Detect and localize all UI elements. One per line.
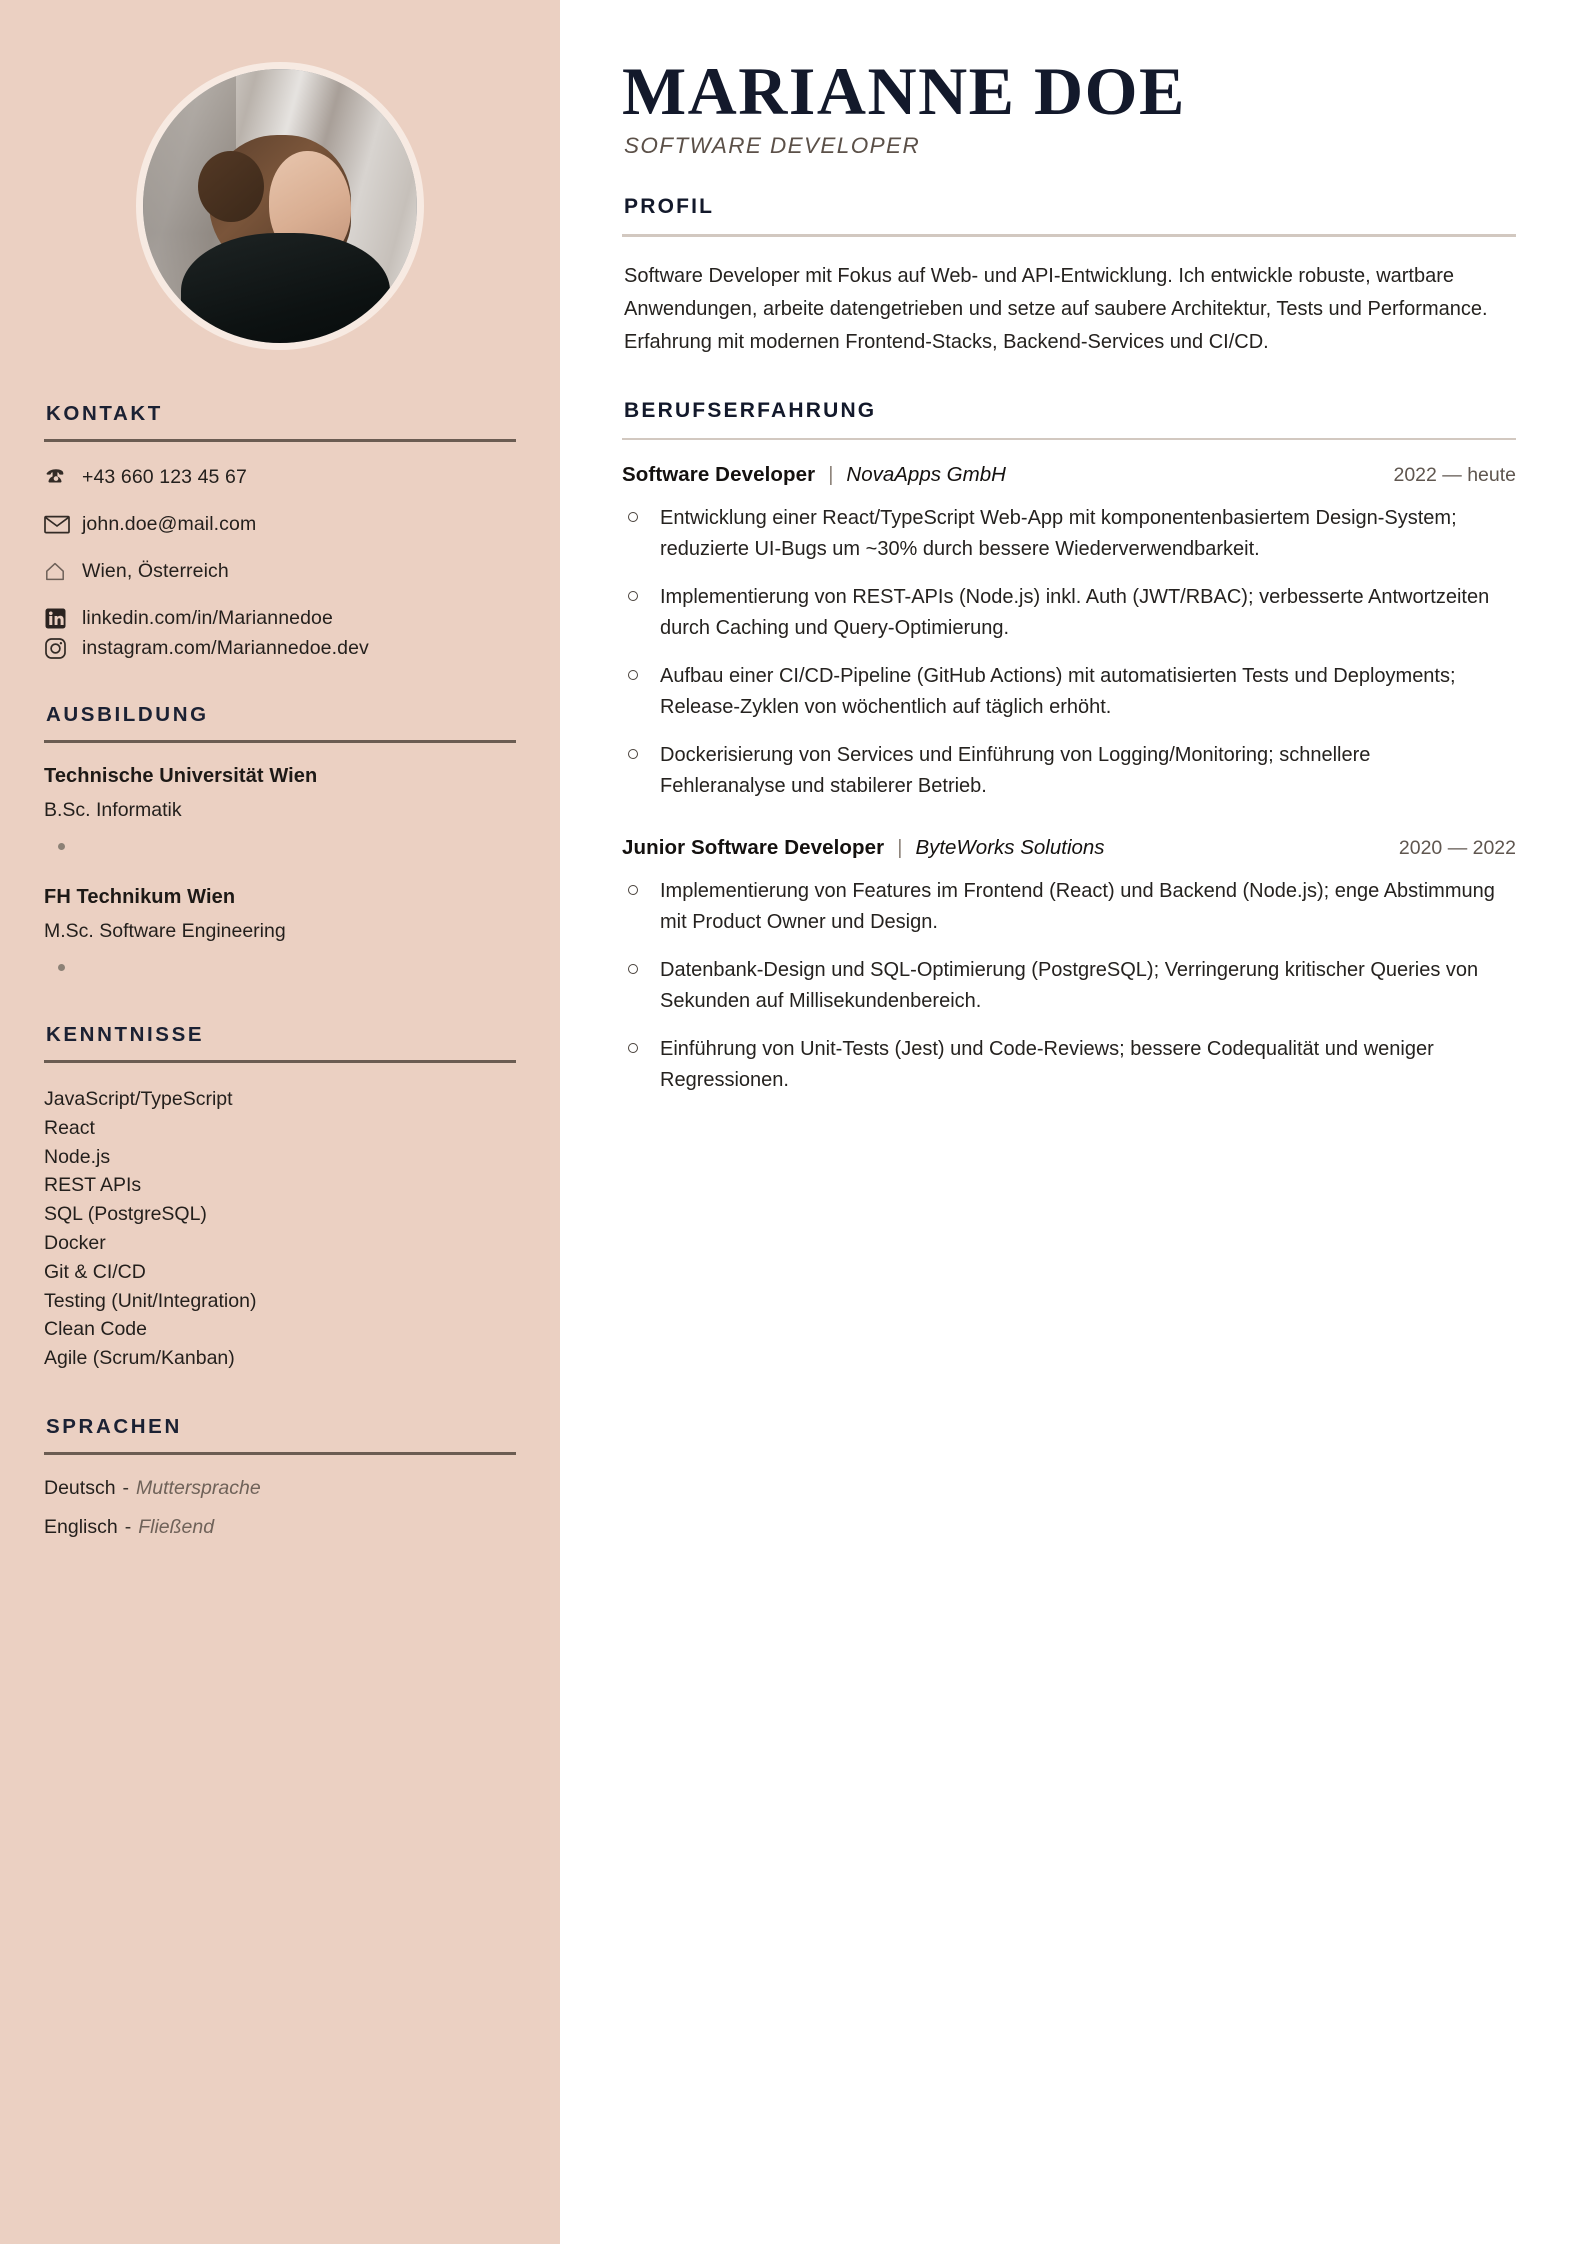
skill-item: JavaScript/TypeScript (44, 1088, 233, 1110)
bullet-marker (622, 955, 660, 1017)
experience-bullet (622, 661, 1516, 723)
experience-bullet-text: Dockerisierung von Services und Einführung von Logging/Monitoring; schnellere Fehleranalyse und stabilerer Betrieb. (660, 744, 1371, 798)
section-skills (44, 1023, 516, 1373)
education-school: Technische Universität Wien (44, 765, 318, 787)
experience-bullet (622, 1034, 1516, 1096)
skill-item: REST APIs (44, 1174, 142, 1197)
skills-heading: KENNTNISSE (46, 1023, 205, 1046)
skill-item: Agile (Scrum/Kanban) (44, 1347, 235, 1370)
skill-item: Testing (Unit/Integration) (44, 1289, 257, 1312)
experience-bullet-text: Aufbau einer CI/CD-Pipeline (GitHub Actions) mit automatisierten Tests und Deployments; Release-Zyklen von wöchentlich auf täglich erhöht. (660, 665, 1456, 719)
experience-entry-header (622, 463, 1516, 487)
section-languages (44, 1415, 516, 1539)
photo-hair-bun (198, 151, 264, 222)
bullet-marker (622, 661, 660, 723)
avatar-container (44, 62, 516, 350)
experience-bullet (622, 740, 1516, 802)
education-heading: AUSBILDUNG (46, 703, 209, 726)
bullet-marker (622, 1034, 660, 1096)
circle-bullet-icon (628, 670, 638, 680)
skill-item: Clean Code (44, 1318, 147, 1341)
page-title: MARIANNE DOE (622, 53, 1186, 129)
experience-company: NovaApps GmbH (846, 463, 1006, 487)
circle-bullet-icon (628, 1043, 638, 1053)
skill-item: React (44, 1116, 95, 1139)
contact-row-email[interactable] (44, 511, 516, 537)
contact-row-instagram[interactable] (44, 635, 516, 661)
experience-bullet (622, 503, 1516, 565)
language-name: Deutsch (44, 1476, 116, 1499)
skill-item: Node.js (44, 1145, 111, 1168)
skill-item: SQL (PostgreSQL) (44, 1203, 207, 1226)
bullet-marker (622, 503, 660, 565)
circle-bullet-icon (628, 885, 638, 895)
section-profile (622, 195, 1516, 359)
experience-bullet-text: Entwicklung einer React/TypeScript Web-App mit komponentenbasiertem Design-System; reduzierte UI-Bugs um ~30% durch bessere Wiederverwendbarkeit. (660, 507, 1457, 561)
contact-phone-text: +43 660 123 45 67 (82, 465, 247, 488)
contact-divider (44, 439, 516, 442)
main-content (560, 0, 1588, 2244)
circle-bullet-icon (628, 964, 638, 974)
contact-list (44, 464, 516, 661)
contact-instagram-text: instagram.com/Mariannedoe.dev (82, 636, 369, 659)
bullet-marker (622, 876, 660, 938)
experience-entry-title-group (622, 463, 1006, 487)
experience-bullet-text: Datenbank-Design und SQL-Optimierung (PostgreSQL); Verringerung kritischer Queries von Sekunden auf Millisekundenbereich. (660, 959, 1479, 1013)
bullet-marker (622, 582, 660, 644)
experience-bullet (622, 955, 1516, 1017)
experience-bullet-text: Implementierung von Features im Frontend (React) und Backend (Node.js); enge Abstimmung mit Product Owner und Design. (660, 880, 1495, 934)
language-level: Fließend (138, 1515, 215, 1538)
experience-entry (622, 463, 1516, 802)
envelope-icon (44, 515, 82, 534)
education-item (44, 765, 516, 860)
skill-item: Git & CI/CD (44, 1260, 146, 1283)
languages-divider (44, 1452, 516, 1455)
phone-icon (44, 467, 82, 487)
home-icon (44, 561, 82, 581)
sidebar (0, 0, 560, 2244)
bullet-dot-icon (58, 843, 65, 850)
language-separator: - (122, 1476, 130, 1499)
bullet-marker (622, 740, 660, 802)
circle-bullet-icon (628, 512, 638, 522)
experience-company: ByteWorks Solutions (915, 836, 1105, 860)
contact-location-text: Wien, Österreich (82, 559, 229, 582)
bullet-dot-icon (58, 964, 65, 971)
contact-linkedin-text: linkedin.com/in/Mariannedoe (82, 606, 333, 629)
profile-heading: PROFIL (624, 195, 715, 219)
experience-bullet-list (622, 503, 1516, 802)
experience-job-title: Junior Software Developer (622, 836, 885, 860)
education-degree: B.Sc. Informatik (44, 799, 182, 821)
language-name: Englisch (44, 1515, 118, 1538)
education-item (44, 886, 516, 981)
circle-bullet-icon (628, 749, 638, 759)
language-item (44, 1516, 516, 1539)
education-detail-bullet (44, 953, 516, 981)
experience-divider (622, 438, 1516, 441)
education-spacer (44, 866, 516, 886)
section-experience (622, 399, 1516, 1097)
circle-bullet-icon (628, 591, 638, 601)
instagram-icon (44, 637, 82, 660)
experience-entry (622, 836, 1516, 1096)
photo-clothing (181, 233, 389, 350)
education-detail-bullet (44, 832, 516, 860)
contact-row-linkedin[interactable] (44, 605, 516, 631)
experience-heading: BERUFSERFAHRUNG (624, 398, 877, 422)
experience-bullet (622, 582, 1516, 644)
language-item (44, 1477, 516, 1500)
language-separator: - (124, 1515, 132, 1538)
education-divider (44, 740, 516, 743)
contact-email-text: john.doe@mail.com (82, 512, 257, 535)
experience-entry-header (622, 836, 1516, 860)
experience-bullet (622, 876, 1516, 938)
avatar (136, 62, 424, 350)
contact-row-phone[interactable] (44, 464, 516, 490)
languages-heading: SPRACHEN (46, 1414, 182, 1438)
experience-bullet-list (622, 876, 1516, 1096)
experience-job-title: Software Developer (622, 463, 816, 487)
language-level: Muttersprache (136, 1476, 261, 1499)
skills-divider (44, 1060, 516, 1063)
job-role-subtitle: SOFTWARE DEVELOPER (624, 133, 921, 159)
education-school: FH Technikum Wien (44, 886, 236, 908)
skill-item: Docker (44, 1231, 106, 1254)
experience-entry-title-group (622, 836, 1105, 860)
section-contact (44, 402, 516, 661)
experience-bullet-text: Einführung von Unit-Tests (Jest) und Code-Reviews; bessere Codequalität und weniger Regressionen. (660, 1038, 1434, 1092)
education-degree: M.Sc. Software Engineering (44, 920, 286, 942)
profile-text: Software Developer mit Fokus auf Web- und API-Entwicklung. Ich entwickle robuste, wartbare Anwendungen, arbeite datengetrieben und setze auf saubere Architektur, Tests und Performance. Erfahrung mit modernen Frontend-Stacks, Backend-Services und CI/CD. (624, 264, 1488, 353)
experience-separator: | (897, 837, 903, 860)
section-education (44, 703, 516, 981)
experience-dates: 2022 — heute (1393, 464, 1516, 487)
experience-bullet-text: Implementierung von REST-APIs (Node.js) inkl. Auth (JWT/RBAC); verbesserte Antwortzeiten durch Caching und Query-Optimierung. (660, 586, 1490, 640)
contact-row-location[interactable] (44, 558, 516, 584)
linkedin-icon (44, 607, 82, 630)
experience-separator: | (828, 464, 834, 487)
contact-heading: KONTAKT (46, 402, 163, 425)
experience-dates: 2020 — 2022 (1398, 837, 1516, 860)
profile-divider (622, 234, 1516, 237)
